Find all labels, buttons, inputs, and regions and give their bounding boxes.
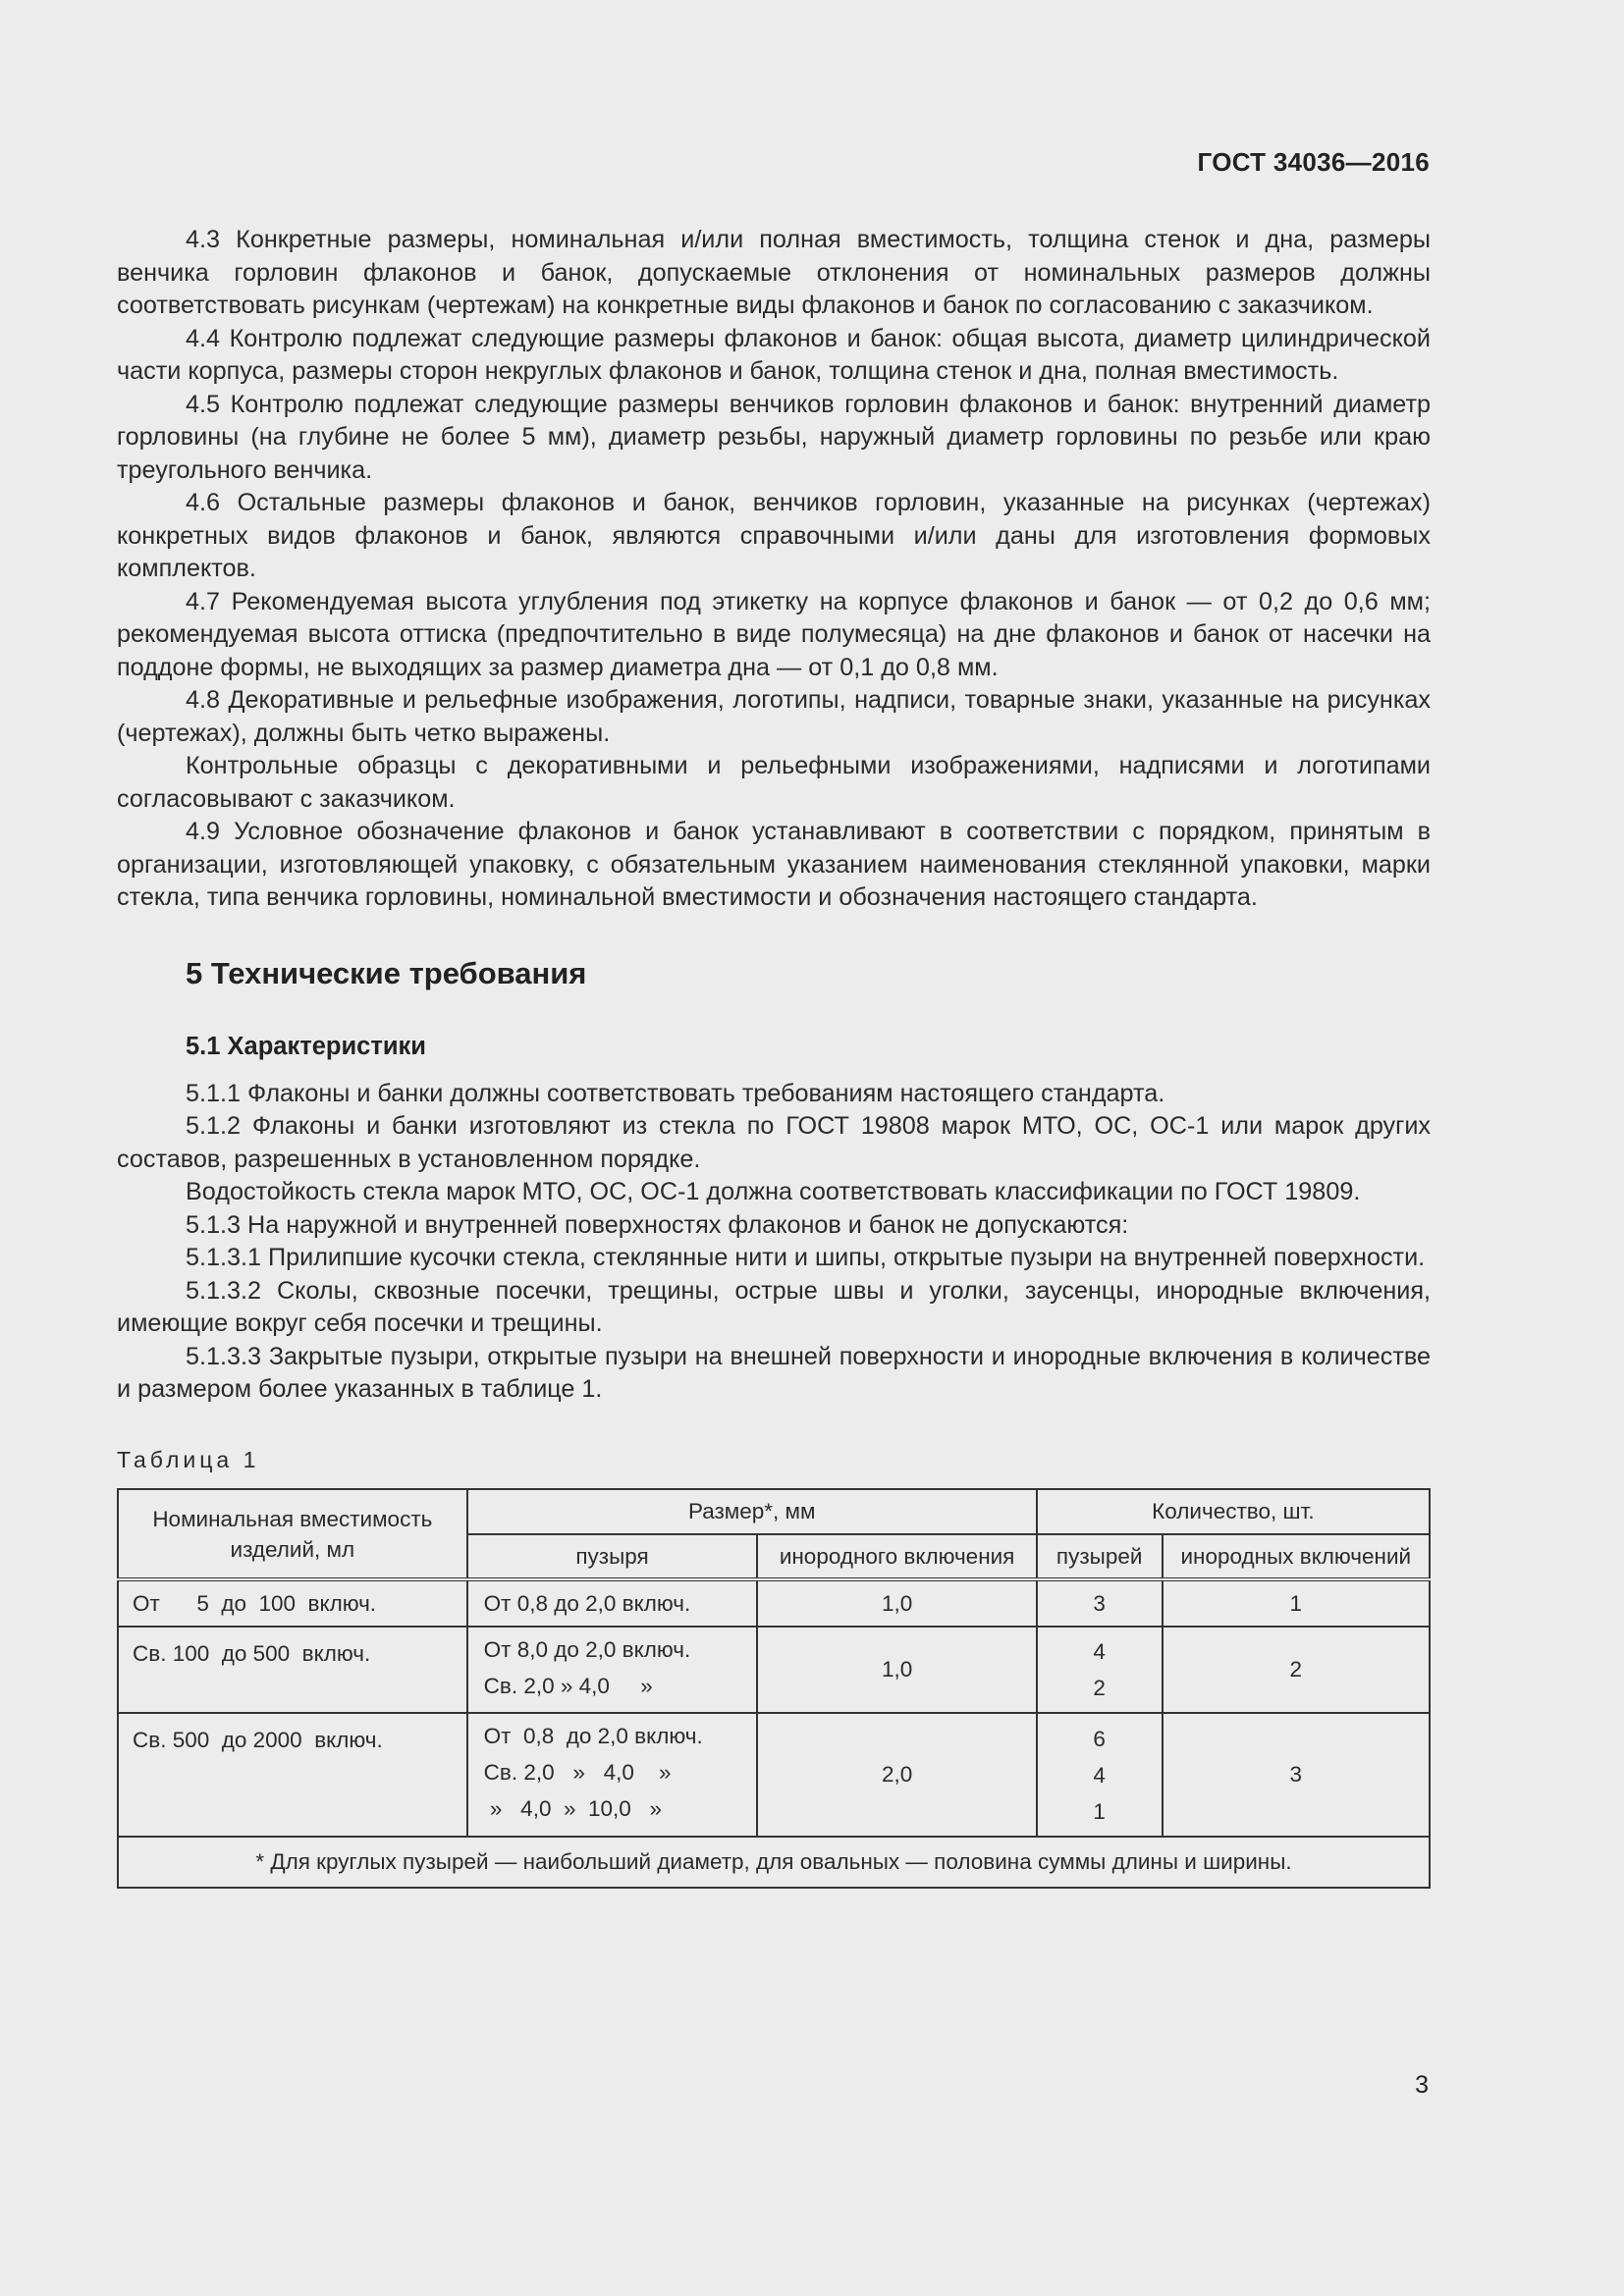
paragraph-4-7: 4.7 Рекомендуемая высота углубления под этикетку на корпусе флаконов и банок — от 0,2 до 0,6 мм; рекомендуемая высота оттиска (предпочтительно в виде полумесяца) на дне флаконов и банок от насечки на поддоне формы, не выходящих за размер диаметра дна — от 0,1 до 0,8 мм. — [117, 587, 1431, 681]
row1-inclusion-size: 1,0 — [757, 1579, 1036, 1627]
row1-inclusion-count: 1 — [1163, 1579, 1430, 1627]
row3-bubble-counts — [1037, 1713, 1163, 1837]
paragraph-4-6: 4.6 Остальные размеры флаконов и банок, венчиков горловин, указанные на рисунках (чертежах) конкретных видов флаконов и банок, являются справочными и/или даны для изготовления формовых комплектов. — [117, 489, 1431, 582]
row2-inclusion-size: 1,0 — [757, 1627, 1036, 1713]
section-title: 5 Технические требования — [186, 955, 587, 990]
row1-capacity: От 5 до 100 включ. — [118, 1579, 467, 1627]
row3-bubble-size-line-3: » 4,0 » 10,0 » — [483, 1796, 663, 1821]
subsection-title: 5.1 Характеристики — [186, 1032, 426, 1060]
header-qty-bubbles: пузырей — [1037, 1534, 1163, 1579]
row1-bubble-count: 3 — [1037, 1579, 1163, 1627]
row3-bubble-size — [467, 1713, 758, 1837]
header-capacity: Номинальная вместимость изделий, мл — [118, 1489, 467, 1579]
document-body — [117, 224, 1431, 1889]
defects-table — [117, 1488, 1431, 1889]
paragraph-5-1-3-2: 5.1.3.2 Сколы, сквозные посечки, трещины, острые швы и уголки, заусенцы, инородные включения, имеющие вокруг себя посечки и трещины. — [117, 1276, 1431, 1337]
header-quantity-group: Количество, шт. — [1037, 1489, 1430, 1534]
row3-inclusion-count: 3 — [1163, 1713, 1430, 1837]
table-footnote: * Для круглых пузырей — наибольший диаметр, для овальных — половина суммы длины и ширины. — [118, 1837, 1430, 1888]
row2-bubble-counts — [1037, 1627, 1163, 1713]
paragraph-5-1-3-1: 5.1.3.1 Прилипшие кусочки стекла, стеклянные нити и шипы, открытые пузыри на внутренней поверхности. — [186, 1244, 1426, 1271]
table-row — [118, 1713, 1430, 1837]
paragraph-4-8: 4.8 Декоративные и рельефные изображения, логотипы, надписи, товарные знаки, указанные на рисунках (чертежах), должны быть четко выражены. — [117, 686, 1431, 747]
row2-bubble-count-1: 4 — [1093, 1639, 1106, 1664]
paragraph-5-1-1: 5.1.1 Флаконы и банки должны соответствовать требованиям настоящего стандарта. — [186, 1079, 1165, 1107]
header-size-inclusion: инородного включения — [757, 1534, 1036, 1579]
table-header-row — [118, 1489, 1430, 1534]
paragraph-5-1-3: 5.1.3 На наружной и внутренней поверхностях флаконов и банок не допускаются: — [186, 1210, 1129, 1239]
paragraph-4-3: 4.3 Конкретные размеры, номинальная и/или полная вместимость, толщина стенок и дна, размеры венчика горловин флаконов и банок, допускаемые отклонения от номинальных размеров должны соответствовать рисункам (чертежам) на конкретные виды флаконов и банок по согласованию с заказчиком. — [117, 226, 1431, 319]
row3-bubble-count-3: 1 — [1093, 1798, 1106, 1824]
document-code: ГОСТ 34036—2016 — [1197, 147, 1430, 177]
paragraph-4-5: 4.5 Контролю подлежат следующие размеры венчиков горловин флаконов и банок: внутренний диаметр горловины (на глубине не более 5 мм), диаметр резьбы, наружный диаметр горловины по резьбе или краю треугольного венчика. — [117, 390, 1431, 484]
row2-bubble-size — [467, 1627, 758, 1713]
header-qty-inclusions: инородных включений — [1163, 1534, 1430, 1579]
row2-bubble-size-line-2: Св. 2,0 » 4,0 » — [483, 1674, 653, 1698]
paragraph-4-8-samples: Контрольные образцы с декоративными и рельефными изображениями, надписями и логотипами согласовывают с заказчиком. — [117, 752, 1431, 813]
table-row — [118, 1579, 1430, 1627]
row2-capacity: Св. 100 до 500 включ. — [118, 1627, 467, 1713]
row3-bubble-size-line-2: Св. 2,0 » 4,0 » — [483, 1760, 672, 1785]
row2-inclusion-count: 2 — [1163, 1627, 1430, 1713]
table-row — [118, 1627, 1430, 1713]
row3-capacity: Св. 500 до 2000 включ. — [118, 1713, 467, 1837]
page-number: 3 — [1415, 2071, 1429, 2099]
row3-inclusion-size: 2,0 — [757, 1713, 1036, 1837]
row2-bubble-size-line-1: От 8,0 до 2,0 включ. — [483, 1637, 691, 1662]
paragraph-5-1-3-3: 5.1.3.3 Закрытые пузыри, открытые пузыри на внешней поверхности и инородные включения в количестве и размером более указанных в таблице 1. — [117, 1342, 1431, 1403]
row2-bubble-count-2: 2 — [1093, 1676, 1106, 1700]
header-size-bubble: пузыря — [467, 1534, 758, 1579]
paragraph-5-1-2: 5.1.2 Флаконы и банки изготовляют из стекла по ГОСТ 19808 марок МТО, ОС, ОС-1 или марок других составов, разрешенных в установленном порядке. — [117, 1112, 1431, 1173]
paragraph-4-9: 4.9 Условное обозначение флаконов и банок устанавливают в соответствии с порядком, принятым в организации, изготовляющей упаковку, с обязательным указанием наименования стеклянной упаковки, марки стекла, типа венчика горловины, номинальной вместимости и обозначения настоящего стандарта. — [117, 818, 1431, 911]
row3-bubble-size-line-1: От 0,8 до 2,0 включ. — [483, 1724, 703, 1748]
table-footnote-row — [118, 1837, 1430, 1888]
header-size-group: Размер*, мм — [467, 1489, 1037, 1534]
row1-bubble-size — [467, 1579, 758, 1627]
paragraph-4-4: 4.4 Контролю подлежат следующие размеры флаконов и банок: общая высота, диаметр цилиндрической части корпуса, размеры сторон некруглых флаконов и банок, толщина стенок и дна, полная вместимость. — [117, 324, 1431, 385]
row3-bubble-count-2: 4 — [1093, 1762, 1106, 1788]
row3-bubble-count-1: 6 — [1093, 1726, 1106, 1751]
table-caption: Таблица 1 — [117, 1446, 260, 1472]
row1-bubble-size-line: От 0,8 до 2,0 включ. — [483, 1591, 691, 1616]
paragraph-water-resistance: Водостойкость стекла марок МТО, ОС, ОС-1 должна соответствовать классификации по ГОСТ 19809. — [186, 1178, 1361, 1205]
